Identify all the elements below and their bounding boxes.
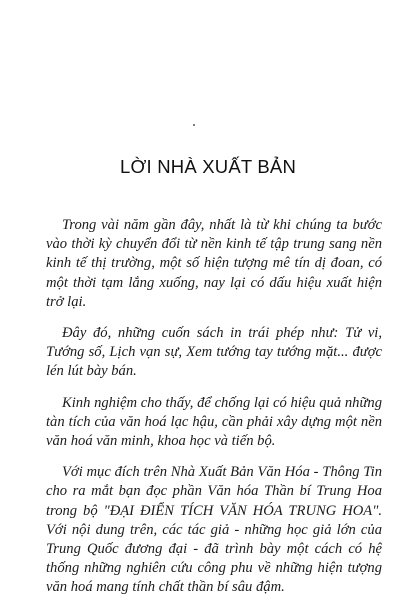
- page-title: LỜI NHÀ XUẤT BẢN: [119, 156, 296, 177]
- preface-body: [46, 216, 382, 598]
- page-mark: [193, 124, 195, 126]
- paragraph-4: Với mục đích trên Nhà Xuất Bản Văn Hóa - Thông Tin cho ra mắt bạn đọc phần Văn hóa Thần bí Trung Hoa trong bộ "ĐẠI ĐIỂN TÍCH VĂN HÓA TRUNG HOA". Với nội dung trên, các tác giả - những học giả lớn của Trung Quốc đương đại - đã trình bày một cách có hệ thống những nghiên cứu công phu về những hiện tượng văn hoá mang tính chất thần bí sâu đậm.: [46, 464, 382, 596]
- paragraph-3: Kinh nghiệm cho thấy, để chống lại có hiệu quả những tàn tích của văn hoá lạc hậu, cần phải xây dựng một nền văn hoá văn minh, khoa học và tiến bộ.: [46, 394, 382, 450]
- paragraph-2: Đây đó, những cuốn sách in trái phép như: Tử vi, Tướng số, Lịch vạn sự, Xem tướng tay tướng mặt... được lén lút bày bán.: [46, 325, 382, 380]
- paragraph-1: Trong vài năm gần đây, nhất là từ khi chúng ta bước vào thời kỳ chuyển đổi từ nền kinh tế tập trung sang nền kinh tế thị trường, một số hiện tượng mê tín dị đoan, có một thời tạm lắng xuống, nay lại có dấu hiệu xuất hiện trở lại.: [46, 217, 382, 310]
